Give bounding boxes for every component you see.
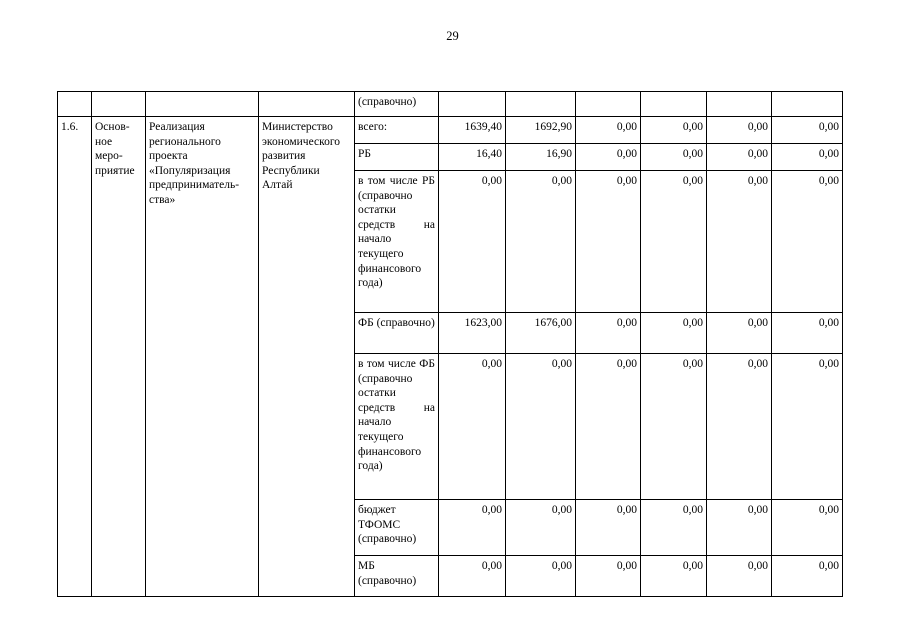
value-cell: 0,00 <box>707 171 772 313</box>
funding-source: бюджет ТФОМС (справочно) <box>355 500 439 556</box>
value-cell: 0,00 <box>707 354 772 500</box>
value-cell: 0,00 <box>506 354 576 500</box>
value-cell: 1692,90 <box>506 117 576 144</box>
value-cell: 0,00 <box>641 500 707 556</box>
value-cell: 0,00 <box>641 144 707 171</box>
page-number: 29 <box>446 29 459 43</box>
value-cell: 1623,00 <box>439 313 506 354</box>
table-cell <box>259 92 355 117</box>
value-cell: 1676,00 <box>506 313 576 354</box>
value-cell: 0,00 <box>707 556 772 597</box>
budget-table <box>57 91 843 597</box>
funding-source: ФБ (справочно) <box>355 313 439 354</box>
funding-source: МБ (справочно) <box>355 556 439 597</box>
value-cell: 0,00 <box>772 313 843 354</box>
value-cell: 16,40 <box>439 144 506 171</box>
value-cell: 0,00 <box>641 556 707 597</box>
value-cell: 0,00 <box>641 313 707 354</box>
value-cell: 0,00 <box>772 144 843 171</box>
table-row <box>58 117 843 144</box>
value-cell: 0,00 <box>439 556 506 597</box>
value-cell: 0,00 <box>576 556 641 597</box>
value-cell: 0,00 <box>576 500 641 556</box>
table-cell <box>506 92 576 117</box>
value-cell: 0,00 <box>506 171 576 313</box>
value-cell: 0,00 <box>772 354 843 500</box>
value-cell: 0,00 <box>707 117 772 144</box>
value-cell: 0,00 <box>707 313 772 354</box>
value-cell: 0,00 <box>772 556 843 597</box>
table-cell <box>92 92 146 117</box>
value-cell: 0,00 <box>439 171 506 313</box>
value-cell: 1639,40 <box>439 117 506 144</box>
funding-source: РБ <box>355 144 439 171</box>
funding-source: в том числе ФБ (справочно остатки средств на начало текущего финансового года) <box>355 354 439 500</box>
table-cell <box>576 92 641 117</box>
value-cell: 0,00 <box>772 117 843 144</box>
value-cell: 0,00 <box>439 500 506 556</box>
value-cell: 0,00 <box>506 556 576 597</box>
measure-number: 1.6. <box>58 117 92 597</box>
funding-source: в том числе РБ (справочно остатки средств на начало текущего финансового года) <box>355 171 439 313</box>
table-cell <box>772 92 843 117</box>
value-cell: 0,00 <box>439 354 506 500</box>
table-cell <box>707 92 772 117</box>
funding-source: всего: <box>355 117 439 144</box>
table-cell <box>641 92 707 117</box>
value-cell: 0,00 <box>707 500 772 556</box>
value-cell: 0,00 <box>772 171 843 313</box>
value-cell: 0,00 <box>576 117 641 144</box>
value-cell: 0,00 <box>506 500 576 556</box>
value-cell: 0,00 <box>641 171 707 313</box>
value-cell: 16,90 <box>506 144 576 171</box>
measure-name: Реализация регионального проекта «Популяризация предприниматель-ства» <box>146 117 259 597</box>
table-cell <box>439 92 506 117</box>
value-cell: 0,00 <box>576 144 641 171</box>
value-cell: 0,00 <box>576 171 641 313</box>
value-cell: 0,00 <box>576 354 641 500</box>
continued-row <box>58 92 843 117</box>
funding-source: (справочно) <box>355 92 439 117</box>
value-cell: 0,00 <box>772 500 843 556</box>
value-cell: 0,00 <box>641 117 707 144</box>
measure-executor: Министерство экономического развития Республики Алтай <box>259 117 355 597</box>
value-cell: 0,00 <box>641 354 707 500</box>
measure-type: Основ-ное меро-приятие <box>92 117 146 597</box>
table-cell <box>58 92 92 117</box>
value-cell: 0,00 <box>707 144 772 171</box>
table-cell <box>146 92 259 117</box>
value-cell: 0,00 <box>576 313 641 354</box>
